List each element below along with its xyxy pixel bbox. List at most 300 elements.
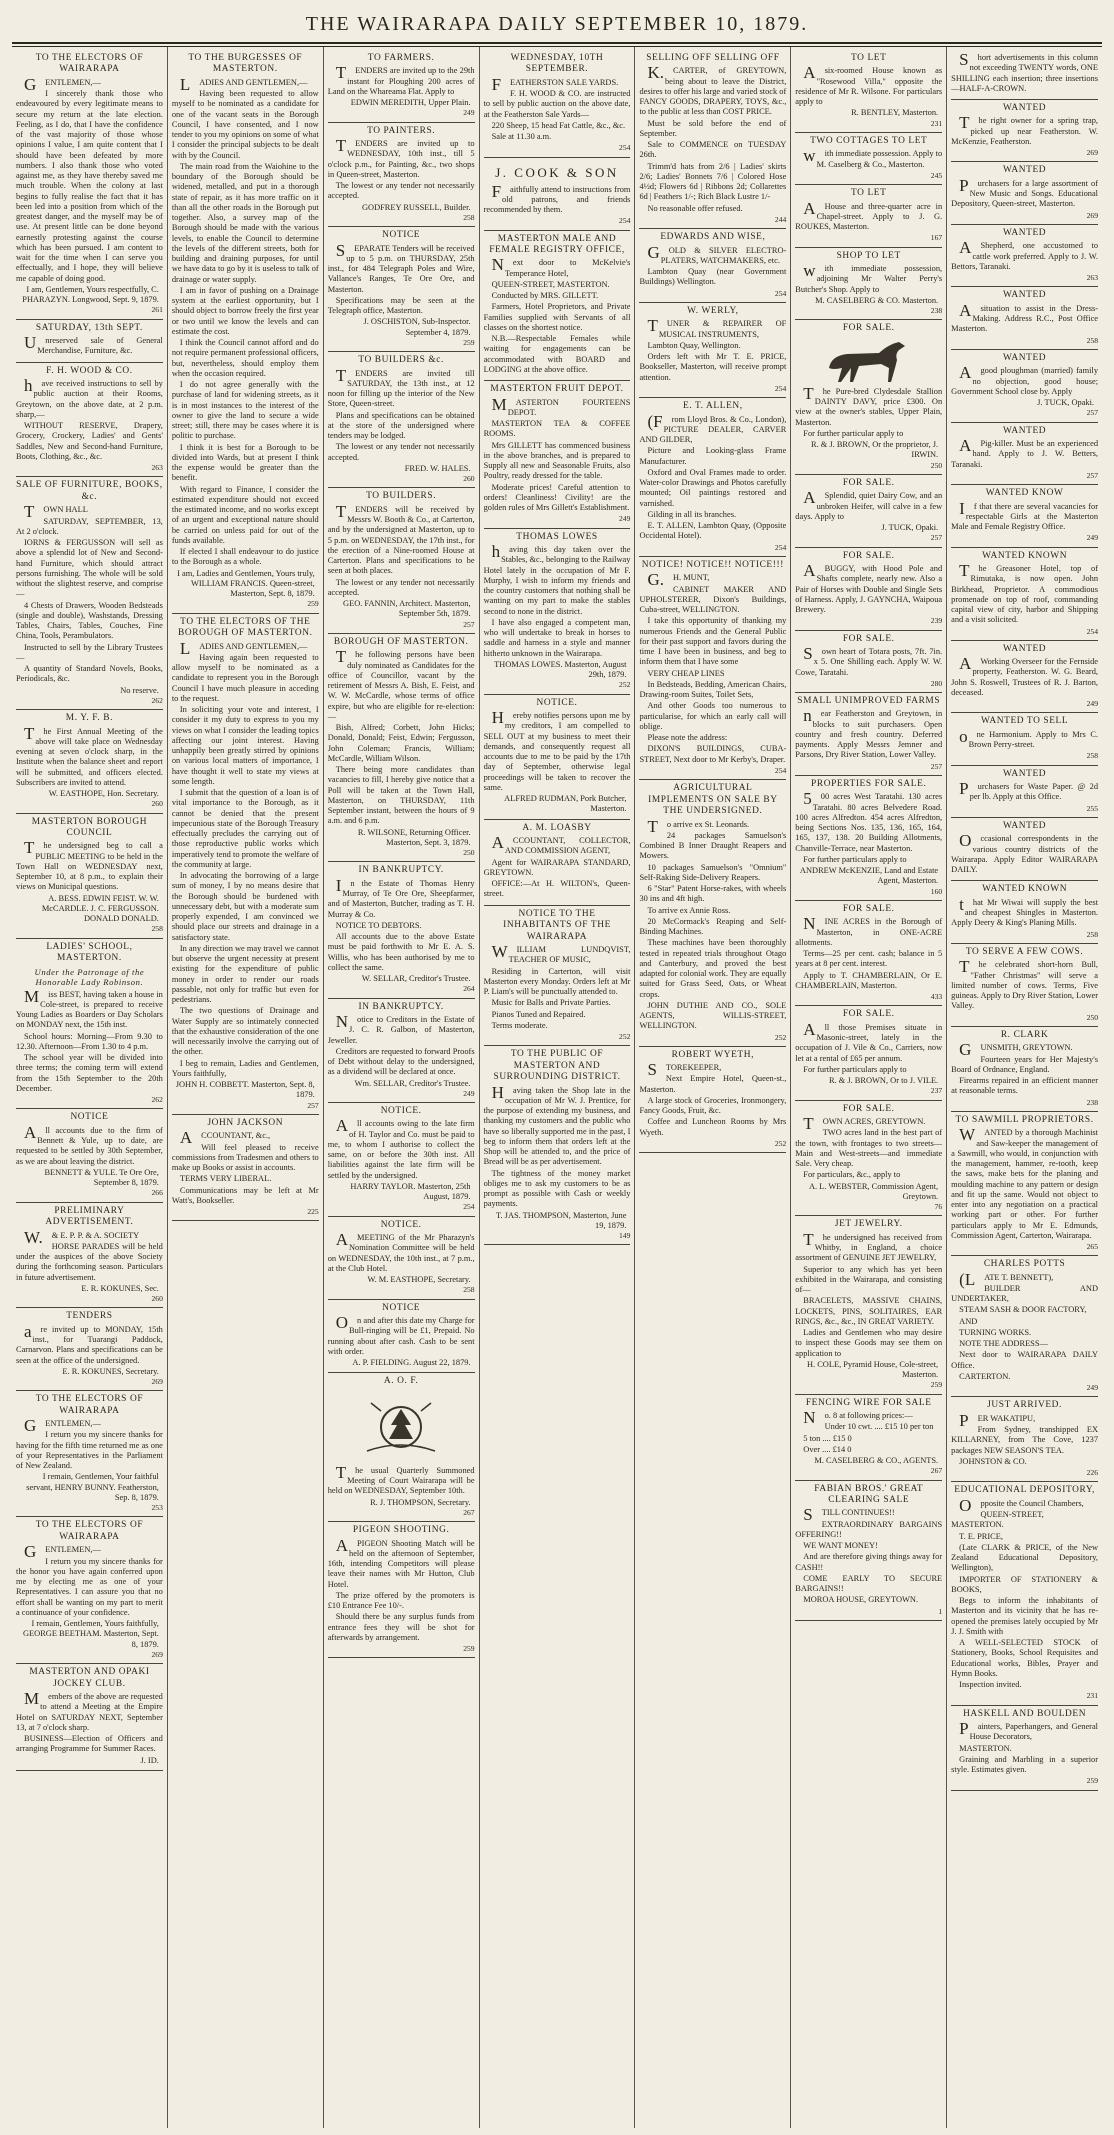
advertisement-signature: A. BESS. EDWIN FEIST. W. W. McCARDLE. J. C. FERGUSSON. DONALD DONALD. <box>41 893 159 924</box>
advertisement <box>795 475 942 548</box>
advertisement-number: 257 <box>307 1100 319 1110</box>
advertisement-text: WILLIAM LUNDQVIST, TEACHER OF MUSIC, <box>491 942 631 965</box>
advertisement-heading: WANTED <box>1002 643 1047 654</box>
advertisement-text: Coffee and Luncheon Rooms by Mrs Wyeth. <box>639 1117 787 1137</box>
advertisement-heading: TO BUILDERS &c. <box>358 355 444 366</box>
advertisement <box>795 133 942 185</box>
advertisement <box>951 818 1098 881</box>
advertisement-signature: BENNETT & YULE. Te Ore Ore, September 8, 1879. <box>44 1167 159 1188</box>
newspaper-column-3 <box>324 47 480 2128</box>
advertisement-text: Agent for WAIRARAPA STANDARD, GREYTOWN. <box>483 857 631 877</box>
advertisement <box>484 529 631 695</box>
advertisement-text: All accounts due to the firm of Bennett & Yule, up to date, are requested to be settled by 30th September, as we are about leaving the district. <box>16 1122 163 1166</box>
advertisement-number: 254 <box>774 542 787 552</box>
advertisement-text: WANTED by a thorough Machinist and Saw-keeper the management of a Sawmill, who would, in conjunction with the management, hammer, re-tooth, keep the saws, make bets for the planing and moulding machine to any pattern or design and fit up the same. Would not object to enter into any negotiation on a practical working part or other. For further particulars apply to Mr E. Edmunds, Commission Agent, Carterton, Wairarapa. <box>951 1125 1099 1240</box>
advertisement-text: There being more candidates than vacancies to fill, I hereby give notice that a Poll will be taken at the Town Hall, Masterton, on THURSDAY, 11th September instant, between the hours of 9 a.m. and 6 p.m. <box>327 765 475 826</box>
advertisement-text: I do not agree generally with the purchase of land for widening streets, as it is in most instances to the interest of the owner to give the land to secure a wide street; still, there may be cases where it is politic to purchase. <box>171 380 319 441</box>
advertisement-text: Terms moderate. <box>491 1020 548 1030</box>
advertisement-text: NOTICE TO DEBTORS. <box>335 920 422 930</box>
advertisement-text: In Bedsteads, Bedding, American Chairs, Drawing-room Suites, Toilet Sets, <box>639 679 787 700</box>
advertisement-heading: TO BUILDERS. <box>366 491 437 502</box>
advertisement-text: W.& E. P. P. & A. SOCIETY <box>24 1227 140 1247</box>
advertisement-text: From Sydney, transhipped EX KILLARNEY, from The Cove, 1237 packages NEW SEASON'S TEA. <box>951 1425 1099 1455</box>
advertisement-number: 433 <box>930 992 943 1002</box>
advertisement-heading: SMALL UNIMPROVED FARMS <box>797 696 941 706</box>
advertisement-text: (From Lloyd Bros. & Co., London), PICTURE DEALER, CARVER AND GILDER, <box>639 411 787 445</box>
advertisement-number: 76 <box>934 1202 943 1212</box>
advertisement-signature: W. M. EASTHOPE, Secretary. <box>367 1275 471 1285</box>
advertisement-text: 5 ton .... £15 0 <box>803 1433 852 1443</box>
advertisement-text: WE WANT MONEY! <box>803 1541 878 1551</box>
advertisement-number: 249 <box>463 1088 475 1098</box>
advertisement-text: Graining and Marbling in a superior style. Estimates given. <box>951 1754 1099 1775</box>
advertisement-text: To arrive ex Annie Ross. <box>647 905 731 915</box>
advertisement-text: Trimm'd hats from 2/6 | Ladies' skirts 2/6; Ladies' Bonnets 7/6 | Colored Hose 4½d; Flowers 6d | Ribbons 2d; Collarettes 6d | Feathers 1/-; Rich Black Lustre 1/- <box>639 161 787 202</box>
advertisement-text: And other Goods too numerous to particularise, for which an early call will oblige. <box>639 701 787 731</box>
advertisement-text: The lowest or any tender not necessarily accepted. <box>327 442 475 462</box>
advertisement <box>795 693 942 776</box>
advertisement <box>795 548 942 631</box>
advertisement-heading: WANTED KNOWN <box>982 884 1068 895</box>
advertisement-text: Sown heart of Totara posts, 7ft. 7in. x 5. One Shilling each. Apply W. W. Cowe, Taratahi. <box>795 644 943 677</box>
advertisement-text: TOWN HALL <box>24 502 88 522</box>
advertisement <box>951 641 1098 714</box>
advertisement-text: Will feel pleased to receive commissions from Tradesmen and others to make up Books or assist in accounts. <box>171 1142 319 1173</box>
advertisement-text: SEPARATE Tenders will be received up to 5 p.m. on THURSDAY, 25th inst., for 484 Telegraph Poles and Wire, Vallance's Ranges, Te Ore Ore, and Masterton. <box>327 240 475 294</box>
advertisement-heading: HASKELL AND BOULDEN <box>963 1708 1087 1719</box>
advertisement-signature: GODFREY RUSSELL, Builder. <box>362 202 471 212</box>
advertisement-text: Picture and Looking-glass Frame Manufacturer. <box>639 446 787 466</box>
advertisement-text: Gilding in all its branches. <box>647 509 737 519</box>
advertisement-columns <box>12 46 1102 2128</box>
advertisement-heading: WEDNESDAY, 10TH SEPTEMBER. <box>510 53 604 75</box>
advertisement-text: I sincerely thank those who endeavoured by every legitimate means to secure my return at the late election. Feeling, as I do, that I have the confidence of the vast majority of those whose opinions I value, I am quite content that I should have been defeated by more numbers. I also thank those who voted against me, as they have thereby saved me much trouble. When the colony at last begins to fully realise the fact that it has been led into a position from which of the greatest danger, and the myself may be of use. At present little can be done beyond earnestly protesting against the course which has been pursued. I am content to wait for the time when I can serve you effectually, and I hope, they will believe me capable of doing good. <box>16 89 163 283</box>
advertisement-text: Creditors are requested to forward Proofs of Debt without delay to the undersigned, as a dividend will be declared at once. <box>327 1046 475 1077</box>
advertisement-text: Sale to COMMENCE on TUESDAY 26th. <box>639 140 787 160</box>
advertisement-text: TENDERS will be received by Messrs W. Booth & Co., at Carterton, and by the undersigned at Masterton, up to 5 p.m. on WEDNESDAY, the 17th inst., for the erection of a Nine-roomed House at Carterton. Plans and specifications to be seen at both places. <box>327 501 475 576</box>
advertisement-text: GENTLEMEN,— <box>24 1542 101 1562</box>
advertisement-signature: R. & J. BROWN, Or the proprietor, J. IRWIN. <box>811 440 939 460</box>
advertisement-text: The two questions of Drainage and Water Supply are so intimately connected that the exhaustive consideration of the one will necessarily involve the carrying out of the other. <box>171 1006 319 1057</box>
advertisement <box>951 1027 1098 1112</box>
advertisement-text: IMPORTER OF STATIONERY & BOOKS, <box>951 1574 1099 1594</box>
advertisement <box>16 1517 163 1664</box>
advertisement-number: 249 <box>1086 533 1099 543</box>
advertisement-number: 265 <box>1086 1242 1099 1251</box>
advertisement-text: With regard to Finance, I consider the estimated expenditure should not exceed the estimated income, and no works except of an urgent and exceptional nature should be carried on unless paid for out of the funds available. <box>171 484 319 545</box>
advertisement-signature: Wm. SELLAR, Creditor's Trustee. <box>354 1078 471 1088</box>
advertisement-heading: NOTICE. <box>380 1106 422 1116</box>
advertisement-heading: WANTED <box>1002 768 1047 779</box>
advertisement-text: HORSE PARADES will be held under the auspices of the above Society during the forthcoming season. Particulars in future advertisement. <box>16 1241 163 1282</box>
advertisement-heading: TO FARMERS. <box>367 53 435 63</box>
advertisement-text: Next Empire Hotel, Queen-st., Masterton. <box>639 1074 787 1094</box>
advertisement-heading: MASTERTON FRUIT DEPOT. <box>490 384 624 395</box>
advertisement-text: one Harmonium. Apply to Mrs C. Brown Perry-street. <box>959 726 1099 750</box>
advertisement-text: PER WAKATIPU, <box>959 1410 1036 1430</box>
advertisement-signature: EDWIN MEREDITH, Upper Plain. <box>350 98 471 108</box>
advertisement <box>328 634 475 862</box>
advertisement-text: MASTERTON TEA & COFFEE ROOMS. <box>483 419 631 439</box>
advertisement-text: Mrs GILLETT has commenced business in the above branches, and is prepared to Supply all new and Seasonable Fruits, also Poultry, ready dressed for the table. <box>483 440 631 481</box>
advertisement-signature: W. SELLAR, Creditor's Trustee. <box>361 974 471 984</box>
advertisement <box>328 999 475 1103</box>
advertisement-signature: GEO. FANNIN, Architect. Masterton, September 5th, 1879. <box>343 599 471 619</box>
advertisement-heading: TO SERVE A FEW COWS. <box>965 946 1084 957</box>
advertisement <box>328 1300 475 1374</box>
advertisement-number: 258 <box>463 1285 475 1295</box>
advertisement <box>795 1101 942 1217</box>
advertisement-text: 220 Sheep, 15 head Fat Cattle, &c., &c. <box>491 120 626 130</box>
advertisement-text: Under 10 cwt. .... £15 10 per ton <box>824 1422 934 1432</box>
advertisement <box>795 248 942 321</box>
advertisement-heading: J. COOK & SON <box>495 164 619 180</box>
advertisement-text: Orders left with Mr T. E. PRICE, Bookseller, Masterton, will receive prompt attention. <box>639 352 787 382</box>
advertisement-number: 269 <box>151 1649 163 1659</box>
advertisement-number: 254 <box>619 216 631 226</box>
advertisement-text: having this day taken over the Stables, &c., belonging to the Railway Hotel lately in the occupation of Mr F. Murphy, I wish to inform my friends and the country customers that nothing shall be wanting on my part to make the stables second to none in the district. <box>483 542 631 616</box>
advertisement-heading: JET JEWELRY. <box>834 1219 903 1230</box>
advertisement-heading: FOR SALE. <box>842 323 895 334</box>
advertisement-text: Next door to McKelvie's Temperance Hotel, <box>491 255 631 278</box>
advertisement-text: Asituation to assist in the Dress-Making. Address R.C., Post Office Masterton. <box>951 300 1099 334</box>
advertisement-text: MASTERTON FOURTEENS DEPOT. <box>491 394 631 417</box>
advertisement <box>951 485 1098 547</box>
advertisement-heading: WANTED <box>1002 165 1047 176</box>
advertisement-number: 280 <box>930 678 943 688</box>
advertisement-text: For further particulars apply to <box>803 1064 907 1074</box>
advertisement-text: All accounts owing to the late firm of H. Taylor and Co. must be paid to me, to whom I authorise to collect the same, on or before the 30th inst. All liabilities against the late firm will be settled by the undersigned. <box>327 1116 475 1180</box>
advertisement-number: 258 <box>463 212 475 222</box>
advertisement-heading: NOTICE. <box>380 1219 422 1230</box>
advertisement-signature: I am, Ladies and Gentlemen, Yours truly, WILLIAM FRANCIS. Queen-street, Masterton, Sept. 8, 1879. <box>177 568 315 599</box>
advertisement-text: TWO acres land in the best part of the town, with frontages to two streets—Main and West-streets—and immediate Sale. Very cheap. <box>795 1128 943 1169</box>
advertisement <box>484 1046 631 1245</box>
advertisement <box>951 713 1098 765</box>
advertisement-text: TUNER & REPAIRER OF MUSICAL INSTRUMENTS, <box>647 316 787 339</box>
advertisement-heading: NOTICE. <box>536 697 578 708</box>
advertisement-text: In advocating the borrowing of a large sum of money, I by no means desire that the Borough should be burdened with unnecessary debt, but with a moderate sum properly expended, I am convinced we should place our streets and drainage in a satisfactory state. <box>171 871 319 942</box>
advertisement-text: A large stock of Groceries, Ironmongery, Fancy Goods, Fruit, &c. <box>639 1095 787 1116</box>
advertisement-text: STOREKEEPER, <box>647 1060 722 1080</box>
advertisement-number: 249 <box>463 108 475 118</box>
advertisement <box>16 710 163 813</box>
advertisement-heading: JOHN JACKSON <box>207 1117 284 1128</box>
advertisement <box>16 1109 163 1202</box>
advertisement-heading: SELLING OFF SELLING OFF <box>646 53 780 63</box>
advertisement-number: 225 <box>307 1207 319 1217</box>
advertisement-text: NOTE THE ADDRESS— <box>959 1339 1048 1349</box>
advertisement-number: 267 <box>463 1507 475 1517</box>
advertisement <box>328 862 475 998</box>
advertisement-number: 226 <box>1086 1468 1099 1478</box>
advertisement-number: 167 <box>930 233 943 243</box>
advertisement-text: Residing in Carterton, will visit Masterton every Monday. Orders left at Mr P. Liam's will be punctually attended to. <box>483 966 631 997</box>
advertisement <box>639 303 786 398</box>
advertisement-number: 259 <box>463 1644 475 1654</box>
advertisement-number: 260 <box>151 1294 163 1304</box>
advertisement <box>328 1373 475 1522</box>
advertisement-text: Inspection invited. <box>959 1680 1022 1690</box>
advertisement-text: STEAM SASH & DOOR FACTORY, <box>959 1305 1087 1315</box>
advertisement-number: 269 <box>1086 210 1099 220</box>
advertisement-heading: TWO COTTAGES TO LET <box>810 135 928 146</box>
advertisement-heading: FOR SALE. <box>842 550 895 561</box>
advertisement <box>639 1047 786 1153</box>
advertisement-number: 249 <box>619 514 631 524</box>
advertisement-heading: TO THE PUBLIC OF MASTERTON AND SURROUNDING DISTRICT. <box>493 1049 621 1083</box>
advertisement-text: All accounts due to the above Estate must be paid forthwith to Mr E. A. S. Willis, who has been authorised by me to collect the same. <box>327 932 475 972</box>
advertisement-number: 250 <box>1086 1012 1099 1022</box>
advertisement-text: The lowest or any tender not necessarily accepted. <box>327 181 475 201</box>
advertisement-text: I return you my sincere thanks for the honor you have again conferred upon me by electing me as one of your Representatives. I can assure you that no effort shall be wanting on my part to merit a continuance of your confidence. <box>16 1556 163 1617</box>
advertisement-heading: WANTED <box>1002 352 1047 363</box>
advertisement-heading: NOTICE! NOTICE!! NOTICE!!! <box>641 559 784 570</box>
advertisement-signature: I remain, Gentlemen, Your faithful servant, HENRY BUNNY. Featherston, Sep. 8, 1879. <box>26 1472 159 1502</box>
advertisement-text: MOROA HOUSE, GREYTOWN. <box>803 1595 919 1605</box>
advertisement-heading: M. Y. F. B. <box>65 713 114 724</box>
advertisement-text: GENTLEMEN,— <box>24 1416 101 1436</box>
advertisement-heading: TO THE ELECTORS OF WAIRARAPA <box>35 53 144 75</box>
advertisement-text: For particulars, &c., apply to <box>803 1170 901 1180</box>
advertisement-text: Pianos Tuned and Repaired. <box>491 1009 586 1019</box>
advertisement-signature: J. TUCK, Opaki. <box>881 523 939 533</box>
advertisement <box>484 906 631 1047</box>
advertisement <box>328 123 475 227</box>
advertisement-text: I have also engaged a competent man, who will undertake to break in horses to saddle and harness in a style and manner hitherto unknown in the Wairarapa. <box>483 617 631 658</box>
advertisement-text: In soliciting your vote and interest, I consider it my duty to express to you my views on what I consider the leading topics affecting our joint interest. Having unhappily been greatly stirred by opinions on various local matters of importance, I have thought it well to state my views at some length. <box>171 705 319 786</box>
advertisement-text: Bish, Alfred; Corbett, John Hicks; Donald, Donald; Feist, Edwin; Fergusson, John Coleman; Francis, William; McCardle, William Wilson. <box>327 723 475 763</box>
advertisement-text: are invited up to MONDAY, 15th inst., for Tuarangi Paddock, Carnarvon. Plans and specifications can be seen at the office of the undersigned. <box>16 1321 163 1365</box>
advertisement-signature: J. ID. <box>140 1755 159 1765</box>
advertisement-text: BUILDER AND UNDERTAKER, <box>951 1283 1099 1304</box>
advertisement <box>951 287 1098 349</box>
advertisement-text: QUEEN-STREET, MASTERTON. <box>951 1510 1044 1530</box>
advertisement <box>639 780 786 1047</box>
advertisement <box>484 50 631 158</box>
advertisement-number: 262 <box>151 1095 163 1105</box>
advertisement <box>795 631 942 693</box>
advertisement-heading: A. M. LOASBY <box>522 822 592 833</box>
advertisement <box>639 50 786 229</box>
advertisement-text: near Featherston and Greytown, in blocks to suit purchasers. Open country and fresh country. Deferred payments. Apply Messrs Jemner and Parsons, Dry River Station, Lower Valley. <box>795 706 943 760</box>
advertisement-number: 263 <box>151 463 163 473</box>
advertisement-heading: CHARLES POTTS <box>983 1259 1066 1270</box>
advertisement-number: 249 <box>1086 1383 1099 1393</box>
advertisement-text: Members of the above are requested to attend a Meeting at the Empire Hotel on SATURDAY NEXT, September 13, at 7 o'clock sharp. <box>16 1689 163 1732</box>
advertisement <box>795 320 942 474</box>
advertisement-text: Plans and specifications can be obtained at the store of the undersigned where tenders may be lodged. <box>327 410 475 441</box>
advertisement-signature: E. R. KOKUNES, Secretary. <box>62 1366 159 1376</box>
advertisement-signature: JOHN H. COBBETT. Masterton, Sept. 8, 1879. <box>175 1080 315 1100</box>
advertisement-text: TURNING WORKS. <box>959 1327 1032 1337</box>
advertisement-text: (Late CLARK & PRICE, of the New Zealand Educational Depository, Wellington), <box>951 1542 1099 1573</box>
advertisement <box>639 229 786 303</box>
advertisement-text: Sale at 11.30 a.m. <box>491 132 552 142</box>
advertisement <box>484 820 631 906</box>
advertisement-text: The main road from the Waiohine to the boundary of the Borough should be widened, metalled, and put in a thorough state of repair, as it has more traffic on it than all the other roads in the Borough put together. Also, a survey map of the Borough should be made with the various levels, to enable the Council to determine the levels of the different streets, both for building and draining purposes, for until we have data to go by it is useless to talk of drainage or water supply. <box>171 161 319 284</box>
advertisement-heading: E. T. ALLEN, <box>683 401 743 412</box>
advertisement-text: The school year will be divided into three terms; the coming term will extend from the 15th September to the 20th December. <box>16 1053 163 1093</box>
advertisement-text: Conducted by MRS. GILLETT. <box>491 291 599 301</box>
advertisement-signature: T. JAS. THOMPSON, Masterton, June 19, 1879. <box>496 1210 627 1230</box>
advertisement-text: APig-killer. Must be an experienced hand. Apply to J. W. Betters, Taranaki. <box>951 436 1099 469</box>
advertisement-text: BRACELETS, MASSIVE CHAINS, LOCKETS, PINS, SOLITAIRES, EAR RINGS, &c., &c., IN GREAT VARIETY. <box>795 1296 943 1326</box>
advertisement-heading: TO PAINTERS. <box>367 125 436 136</box>
advertisement-text: School hours: Morning—From 9.30 to 12.30. Afternoon—From 1.30 to 4 p.m. <box>16 1031 163 1051</box>
advertisement-heading: TO THE ELECTORS OF WAIRARAPA <box>35 1520 144 1542</box>
advertisement-text: with immediate possession. Apply to M. Caselberg & Co., Masterton. <box>803 146 943 169</box>
advertisement-text: Faithfully attend to instructions from old patrons, and friends recommended by them. <box>483 181 631 215</box>
advertisement-number: 253 <box>151 1503 163 1513</box>
advertisement-text: The tightness of the money market obliges me to ask my customers to be as prompt as possible with Cash or weekly payments. <box>483 1168 631 1209</box>
advertisement-text: Purchasers for Waste Paper. @ 2d per lb. Apply at this Office. <box>959 779 1099 802</box>
advertisement-number: 149 <box>619 1231 631 1241</box>
advertisement-number: 259 <box>463 337 475 347</box>
advertisement-signature: A. P. FIELDING. August 22, 1879. <box>352 1358 471 1368</box>
advertisement-heading: TO LET <box>851 53 887 63</box>
advertisement-text: TENDERS are invited till SATURDAY, the 13th inst., at 12 noon for filling up the interior of the New Store, Queen-street. <box>327 365 475 409</box>
advertisement-heading: FOR SALE. <box>842 1103 895 1114</box>
advertisement-text: Ladies and Gentlemen who may desire to inspect these Goods may see them on application to <box>795 1328 943 1358</box>
advertisement-number: 250 <box>463 848 475 858</box>
advertisement-signature: E. R. KOKUNES, Sec. <box>81 1283 159 1293</box>
advertisement <box>639 557 786 780</box>
advertisement-number: 266 <box>151 1188 163 1198</box>
advertisement-number: 257 <box>930 533 943 543</box>
advertisement-text: JOHN DUTHIE AND CO., SOLE AGENTS, WILLIS-STREET, WELLINGTON. <box>639 1000 787 1031</box>
advertisement-signature: W. EASTHOPE, Hon. Secretary. <box>48 789 159 799</box>
advertisement <box>795 901 942 1006</box>
advertisement <box>951 1482 1098 1705</box>
advertisement-heading: FOR SALE. <box>842 903 895 914</box>
advertisement-heading: FENCING WIRE FOR SALE <box>805 1397 932 1408</box>
advertisement-number: 260 <box>463 474 475 484</box>
advertisement-text: Opposite the Council Chambers, <box>959 1495 1084 1515</box>
advertisement-text: Specifications may be seen at the Telegraph office, Masterton. <box>327 295 475 316</box>
advertisement-heading: WANTED TO SELL <box>980 716 1069 727</box>
advertisement-text: JOHNSTON & CO. <box>959 1456 1027 1466</box>
advertisement-signature: J. OSCHISTON, Sub-Inspector. September 4, 1879. <box>363 317 471 337</box>
advertisement-heading: MASTERTON MALE AND FEMALE REGISTRY OFFICE, <box>489 233 625 256</box>
advertisement <box>328 1103 475 1217</box>
advertisement-text: Farmers, Hotel Proprietors, and Private Families supplied with Servants of all classes on the shortest notice. <box>483 302 631 332</box>
advertisement-text: 4 Chests of Drawers, Wooden Bedsteads (single and double), Washstands, Dressing Tables, Chairs, Tables, Couches, Fine China, Tools, Perambulators. <box>16 600 163 641</box>
advertisement <box>484 158 631 231</box>
advertisement-text: The Greasoner Hotel, top of Rimutaka, is now open. John Birkhead, Proprietor. A commodious promenade on top of roof, commanding capital view of city, harbor and Shipping and a visit solicited. <box>951 561 1099 625</box>
advertisement <box>16 939 163 1110</box>
advertisement-number: 257 <box>463 619 475 629</box>
advertisement-text: ASplendid, quiet Dairy Cow, and an unbroken Heifer, will calve in a few days. Apply to <box>795 488 943 521</box>
advertisement-text: For further particular apply to <box>803 428 904 438</box>
advertisement-text: Next door to WAIRARAPA DAILY Office. <box>951 1350 1099 1370</box>
advertisement <box>328 1522 475 1658</box>
advertisement-text: 6 "Star" Patent Horse-rakes, with wheels 30 ins and 4ft high. <box>639 884 787 904</box>
foresters-emblem-icon <box>361 1391 441 1463</box>
advertisement-text: Agood ploughman (married) family no objection, good house; Government School close by. Apply <box>951 363 1099 396</box>
advertisement-text: TOWN ACRES, GREYTOWN. <box>803 1114 926 1134</box>
advertisement-text: I submit that the question of a loan is of vital importance to the Borough, as it cannot be denied that the present impecunious state of the Borough Treasury effectually precludes the carrying out of those reproductive public works which imperatively tend to promote the welfare of the community at large. <box>171 788 319 869</box>
advertisement-text: DIXON'S BUILDINGS, CUBA-STREET, Next door to Mr Kerby's, Draper. <box>639 744 787 764</box>
advertisement-text: FEATHERSTON SALE YARDS. <box>491 74 619 94</box>
horse-engraving <box>795 338 942 384</box>
advertisement-heading: NOTICE <box>382 1302 421 1313</box>
advertisement-text: I beg to remain, Ladies and Gentlemen, Yours faithfully, <box>171 1058 319 1078</box>
advertisement-text: In any direction we may travel we cannot but observe the urgent necessity at present existing for the expenditure of public money in order to render our roads passable, not only for traffic but even for pedestrians. <box>171 943 319 1005</box>
advertisement-text: COME EARLY TO SECURE BARGAINS!! <box>795 1573 943 1594</box>
advertisement-heading: TENDERS <box>66 1311 113 1322</box>
advertisement-text: QUEEN-STREET, MASTERTON. <box>491 279 610 289</box>
advertisement-text: No. 8 at following prices:— <box>803 1408 913 1428</box>
advertisement-text: And are therefore giving things away for CASH!! <box>795 1552 943 1572</box>
advertisement-text: Short advertisements in this column not exceeding TWENTY words, ONE SHILLING each insertion; three insertions—HALF-A-CROWN. <box>951 50 1099 93</box>
newspaper-column-6 <box>791 47 947 2128</box>
advertisement-text: Miss BEST, having taken a house in Cole-street, is prepared to receive Young Ladies as Boarders or Day Scholars on MONDAY next, the 15th inst. <box>16 986 163 1030</box>
advertisement <box>951 423 1098 485</box>
advertisement-heading: PROPERTIES FOR SALE. <box>811 778 927 789</box>
advertisement <box>795 1006 942 1100</box>
advertisement-heading: W. WERLY, <box>687 305 739 316</box>
advertisement-number: 269 <box>1086 148 1099 158</box>
advertisement-text: I take this opportunity of thanking my numerous Friends and the General Public for their past support and favors during the time I have been in business, and beg to inform them that I have some <box>639 616 787 667</box>
advertisement-signature: H. COLE, Pyramid House, Cole-street, Masterton. <box>806 1359 939 1380</box>
advertisement-heading: WANTED <box>1002 820 1047 831</box>
advertisement-text: Painters, Paperhangers, and General House Decorators, <box>959 1719 1099 1742</box>
advertisement-heading: FABIAN BROS.' GREAT CLEARING SALE <box>814 1483 924 1505</box>
advertisement-heading: R. CLARK <box>1000 1029 1049 1040</box>
advertisement-heading: EDUCATIONAL DEPOSITORY, <box>954 1485 1095 1496</box>
foresters-emblem <box>328 1391 475 1463</box>
advertisement-heading: TO LET <box>851 188 887 199</box>
advertisement <box>951 766 1098 818</box>
advertisement <box>16 477 163 710</box>
advertisement-heading: IN BANKRUPTCY. <box>358 1001 444 1012</box>
advertisement-text: Hereby notifies persons upon me by my creditors, I am compelled to SELL OUT at my business to meet their demands, and consequently request all accounts due to me to be paid by the 17th day of September, otherwise legal proceedings will be taken to recover the same. <box>483 708 631 792</box>
newspaper-column-5 <box>635 47 791 2128</box>
advertisement <box>16 1203 163 1309</box>
advertisement-text: I am in favor of pushing on a Drainage system at the earliest opportunity, but I should object to borrow freely the first year or two until we know the levels and can estimate the cost. <box>171 285 319 336</box>
advertisement-signature: I remain, Gentlemen, Yours faithfully, GEORGE BEETHAM. Masterton, Sept. 8, 1879. <box>23 1619 159 1649</box>
advertisement-text: Firearms repaired in an efficient manner at reasonable terms. <box>951 1076 1099 1096</box>
advertisement-text: EXTRAORDINARY BARGAINS OFFERING!! <box>795 1519 943 1539</box>
advertisement-heading: WANTED KNOW <box>985 488 1064 499</box>
advertisement-heading: WANTED <box>1002 227 1047 238</box>
advertisement <box>951 225 1098 287</box>
advertisement-text: K.CARTER, of GREYTOWN, being about to leave the District, desires to offer his large and varied stock of FANCY GOODS, DRAPERY, TOYS, &c., to the public at less than COST PRICE. <box>639 63 787 117</box>
advertisement-heading: MASTERTON BOROUGH COUNCIL <box>31 816 148 838</box>
advertisement <box>172 1115 319 1221</box>
advertisement-number: 263 <box>1086 273 1099 283</box>
advertisement-text: The usual Quarterly Summoned Meeting of Court Wairarapa will be held on WEDNESDAY, September 10th. <box>327 1462 475 1496</box>
advertisement <box>795 185 942 247</box>
advertisement-text: WITHOUT RESERVE, Drapery, Grocery, Crockery, Ladies' and Gents' Saddles, New and Second-hand Furniture, Boots, Clothing, &c., &c. <box>16 421 163 461</box>
advertisement-signature: R. & J. BROWN, Or to J. VILE. <box>828 1076 939 1086</box>
advertisement-text: The undersigned beg to call a PUBLIC MEETING to be held in the Town Hall on WEDNESDAY next, September 10, at 8 p.m., to explain their views on Municipal questions. <box>16 838 163 892</box>
advertisement-text: These machines have been thoroughly tested in repeated trials throughout Otago and Canterbury, and proved the best adapted for colonial work. They are equally suited for Grass Seed, Oats, or Wheat crops. <box>639 938 787 999</box>
advertisement-signature: J. TUCK, Opaki. <box>1037 398 1095 408</box>
newspaper-column-7 <box>947 47 1102 2128</box>
advertisement-text: TERMS VERY LIBERAL. <box>179 1174 272 1184</box>
advertisement-text: I think it is best for a Borough to be divided into Wards, but at present I think the expense would be greater than the benefit. <box>171 442 319 483</box>
advertisement-text: Fourteen years for Her Majesty's Board of Ordnance, England. <box>951 1054 1099 1074</box>
advertisement-text: AHouse and three-quarter acre in Chapel-street. Apply to J. G. ROUKES, Masterton. <box>795 198 943 232</box>
advertisement <box>795 1395 942 1481</box>
advertisement-text: CARTERTON. <box>959 1371 1011 1381</box>
advertisement-subheading: Under the Patronage of the Honorable Lady Robinson. <box>34 966 145 988</box>
advertisement-text: N.B.—Respectable Females while waiting for engagements can be accommodated with BOARD and LODGING at the above office. <box>483 334 631 374</box>
advertisement-text: Must be sold before the end of September. <box>639 118 787 138</box>
advertisement-signature: I am, Gentlemen, Yours respectfully, C. PHARAZYN. Longwood, Sept. 9, 1879. <box>22 284 159 305</box>
